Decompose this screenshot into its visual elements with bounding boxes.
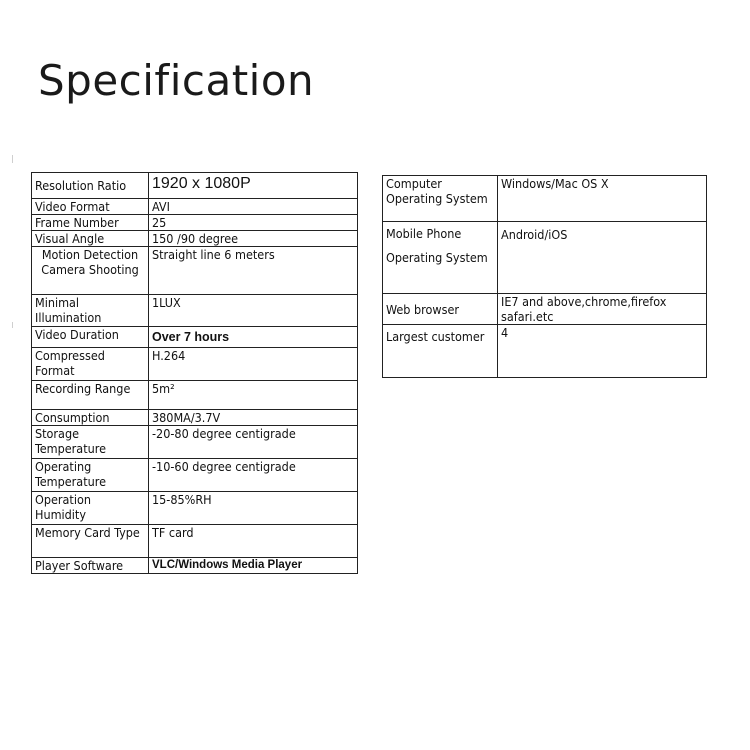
table-row <box>32 327 358 348</box>
table-row <box>383 325 707 378</box>
table-row <box>383 294 707 325</box>
spec-value: IE7 and above,chrome,firefox safari.etc <box>498 294 707 325</box>
spec-key: Resolution Ratio <box>32 173 149 199</box>
spec-key: Memory Card Type <box>32 525 149 558</box>
table-row <box>32 459 358 492</box>
spec-value: 5m² <box>149 381 358 410</box>
spec-value: 380MA/3.7V <box>149 410 358 426</box>
spec-table-right <box>382 175 707 378</box>
spec-key: Motion Detection Camera Shooting <box>32 247 149 295</box>
spec-key: Operating Temperature <box>32 459 149 492</box>
spec-key: Frame Number <box>32 215 149 231</box>
spec-value: 15-85%RH <box>149 492 358 525</box>
spec-key: Recording Range <box>32 381 149 410</box>
spec-value: Straight line 6 meters <box>149 247 358 295</box>
spec-value: VLC/Windows Media Player <box>149 558 358 574</box>
spec-key: Computer Operating System <box>383 176 498 222</box>
table-row <box>32 558 358 574</box>
table-row <box>32 525 358 558</box>
spec-value: TF card <box>149 525 358 558</box>
page-title: Specification <box>38 56 315 105</box>
scan-mark <box>12 322 13 328</box>
table-row <box>32 173 358 199</box>
spec-key: Largest customer <box>383 325 498 378</box>
spec-key: Player Software <box>32 558 149 574</box>
spec-value: Windows/Mac OS X <box>498 176 707 222</box>
table-row <box>32 426 358 459</box>
spec-key: Video Duration <box>32 327 149 348</box>
table-row <box>383 222 707 294</box>
spec-value: AVI <box>149 199 358 215</box>
spec-key: Visual Angle <box>32 231 149 247</box>
table-row <box>32 199 358 215</box>
table-row <box>32 247 358 295</box>
table-row <box>32 381 358 410</box>
table-row <box>32 231 358 247</box>
spec-value: 1920 x 1080P <box>149 173 358 199</box>
spec-key: Mobile Phone Operating System <box>383 222 498 294</box>
spec-key: Consumption <box>32 410 149 426</box>
spec-table-left <box>31 172 358 574</box>
table-row <box>32 295 358 327</box>
spec-value: -20-80 degree centigrade <box>149 426 358 459</box>
scan-mark <box>12 155 13 163</box>
spec-key: Storage Temperature <box>32 426 149 459</box>
spec-value: H.264 <box>149 348 358 381</box>
spec-value: 25 <box>149 215 358 231</box>
spec-key: Minimal Illumination <box>32 295 149 327</box>
spec-key: Operation Humidity <box>32 492 149 525</box>
table-row <box>32 410 358 426</box>
spec-value: -10-60 degree centigrade <box>149 459 358 492</box>
spec-key: Video Format <box>32 199 149 215</box>
spec-value: Over 7 hours <box>149 327 358 348</box>
table-row <box>32 348 358 381</box>
spec-value: Android/iOS <box>498 222 707 294</box>
spec-value: 4 <box>498 325 707 378</box>
spec-value: 1LUX <box>149 295 358 327</box>
table-row <box>32 492 358 525</box>
table-row <box>32 215 358 231</box>
spec-key: Web browser <box>383 294 498 325</box>
spec-value: 150 /90 degree <box>149 231 358 247</box>
table-row <box>383 176 707 222</box>
spec-key: Compressed Format <box>32 348 149 381</box>
